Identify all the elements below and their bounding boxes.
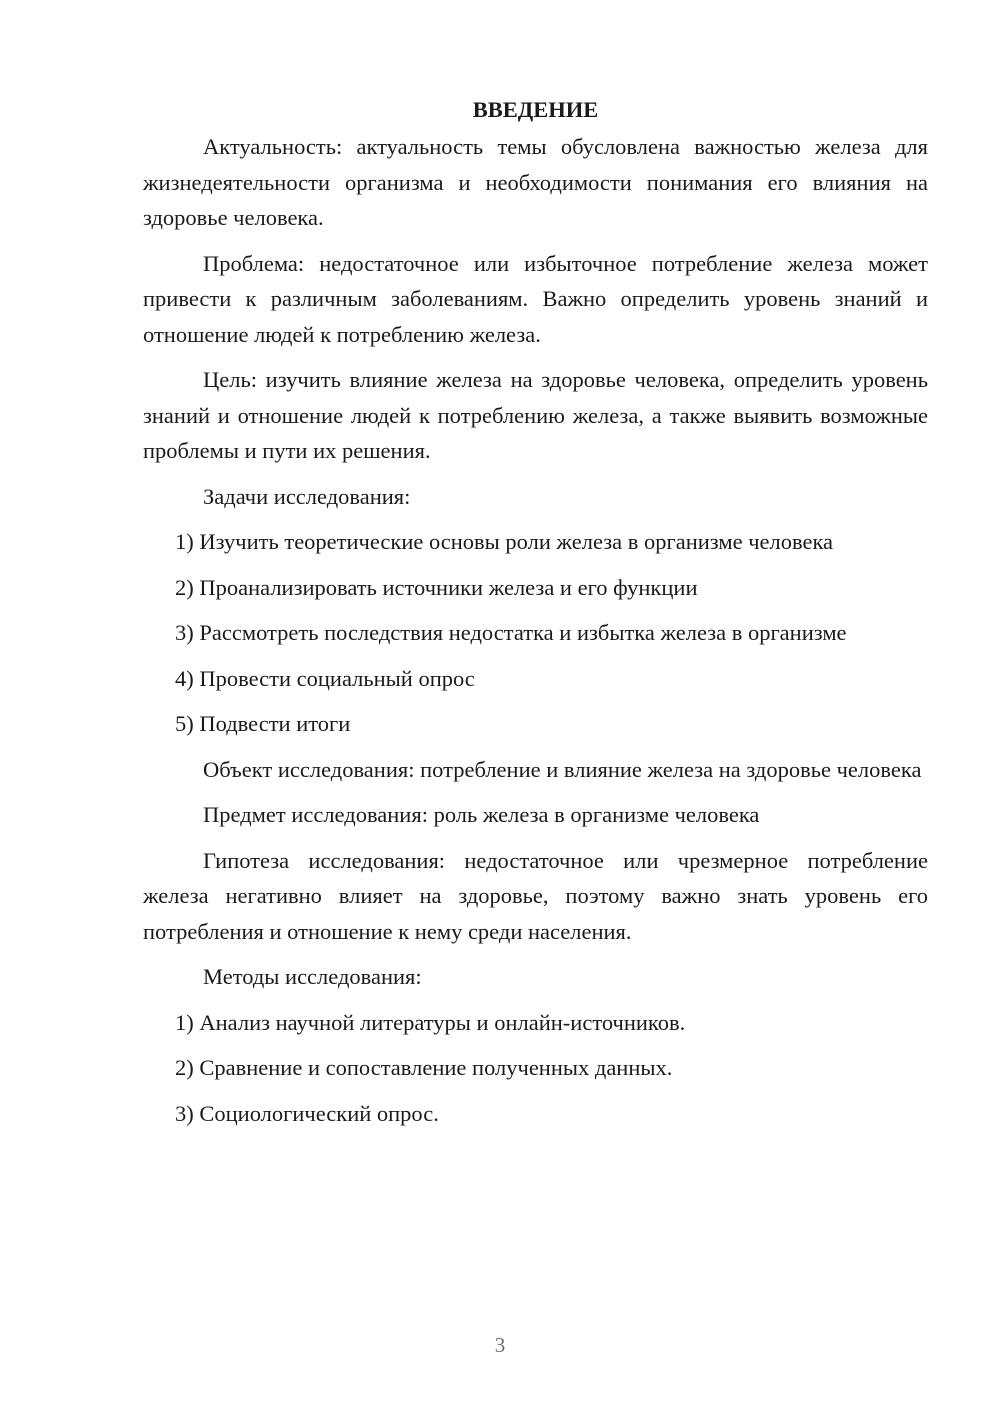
object-paragraph: Объект исследования: потребление и влияние железа на здоровье человека [203, 756, 922, 782]
problem-paragraph: Проблема: недостаточное или избыточное потребление железа может привести к различным заболеваниям. Важно определить уровень знаний и отношение людей к потреблению железа. [143, 250, 928, 347]
hypothesis-paragraph: Гипотеза исследования: недостаточное или чрезмерное потребление железа негативно влияет на здоровье, поэтому важно знать уровень его потребления и отношение к нему среди населения. [143, 847, 928, 944]
task-item-3: 3) Рассмотреть последствия недостатка и избытка железа в организме [175, 620, 847, 645]
section-heading: ВВЕДЕНИЕ [472, 97, 599, 122]
task-item-2: 2) Проанализировать источники железа и его функции [175, 574, 698, 600]
method-item-2: 2) Сравнение и сопоставление полученных данных. [175, 1055, 673, 1080]
task-item-4: 4) Провести социальный опрос [175, 665, 475, 691]
page-number: 3 [494, 1333, 506, 1357]
tasks-title: Задачи исследования: [203, 483, 411, 509]
method-item-3: 3) Социологический опрос. [175, 1100, 439, 1126]
task-item-5: 5) Подвести итоги [175, 711, 351, 736]
method-item-1: 1) Анализ научной литературы и онлайн-источников. [175, 1009, 686, 1035]
subject-paragraph: Предмет исследования: роль железа в организме человека [203, 802, 760, 827]
relevance-paragraph: Актуальность: актуальность темы обусловлена важностью железа для жизнедеятельности организма и необходимости понимания его влияния на здоровье человека. [143, 134, 928, 230]
goal-paragraph: Цель: изучить влияние железа на здоровье человека, определить уровень знаний и отношение людей к потреблению железа, а также выявить возможные проблемы и пути их решения. [143, 367, 928, 463]
page-content [143, 92, 928, 1141]
task-item-1: 1) Изучить теоретические основы роли железа в организме человека [175, 529, 834, 554]
methods-title: Методы исследования: [203, 964, 422, 989]
